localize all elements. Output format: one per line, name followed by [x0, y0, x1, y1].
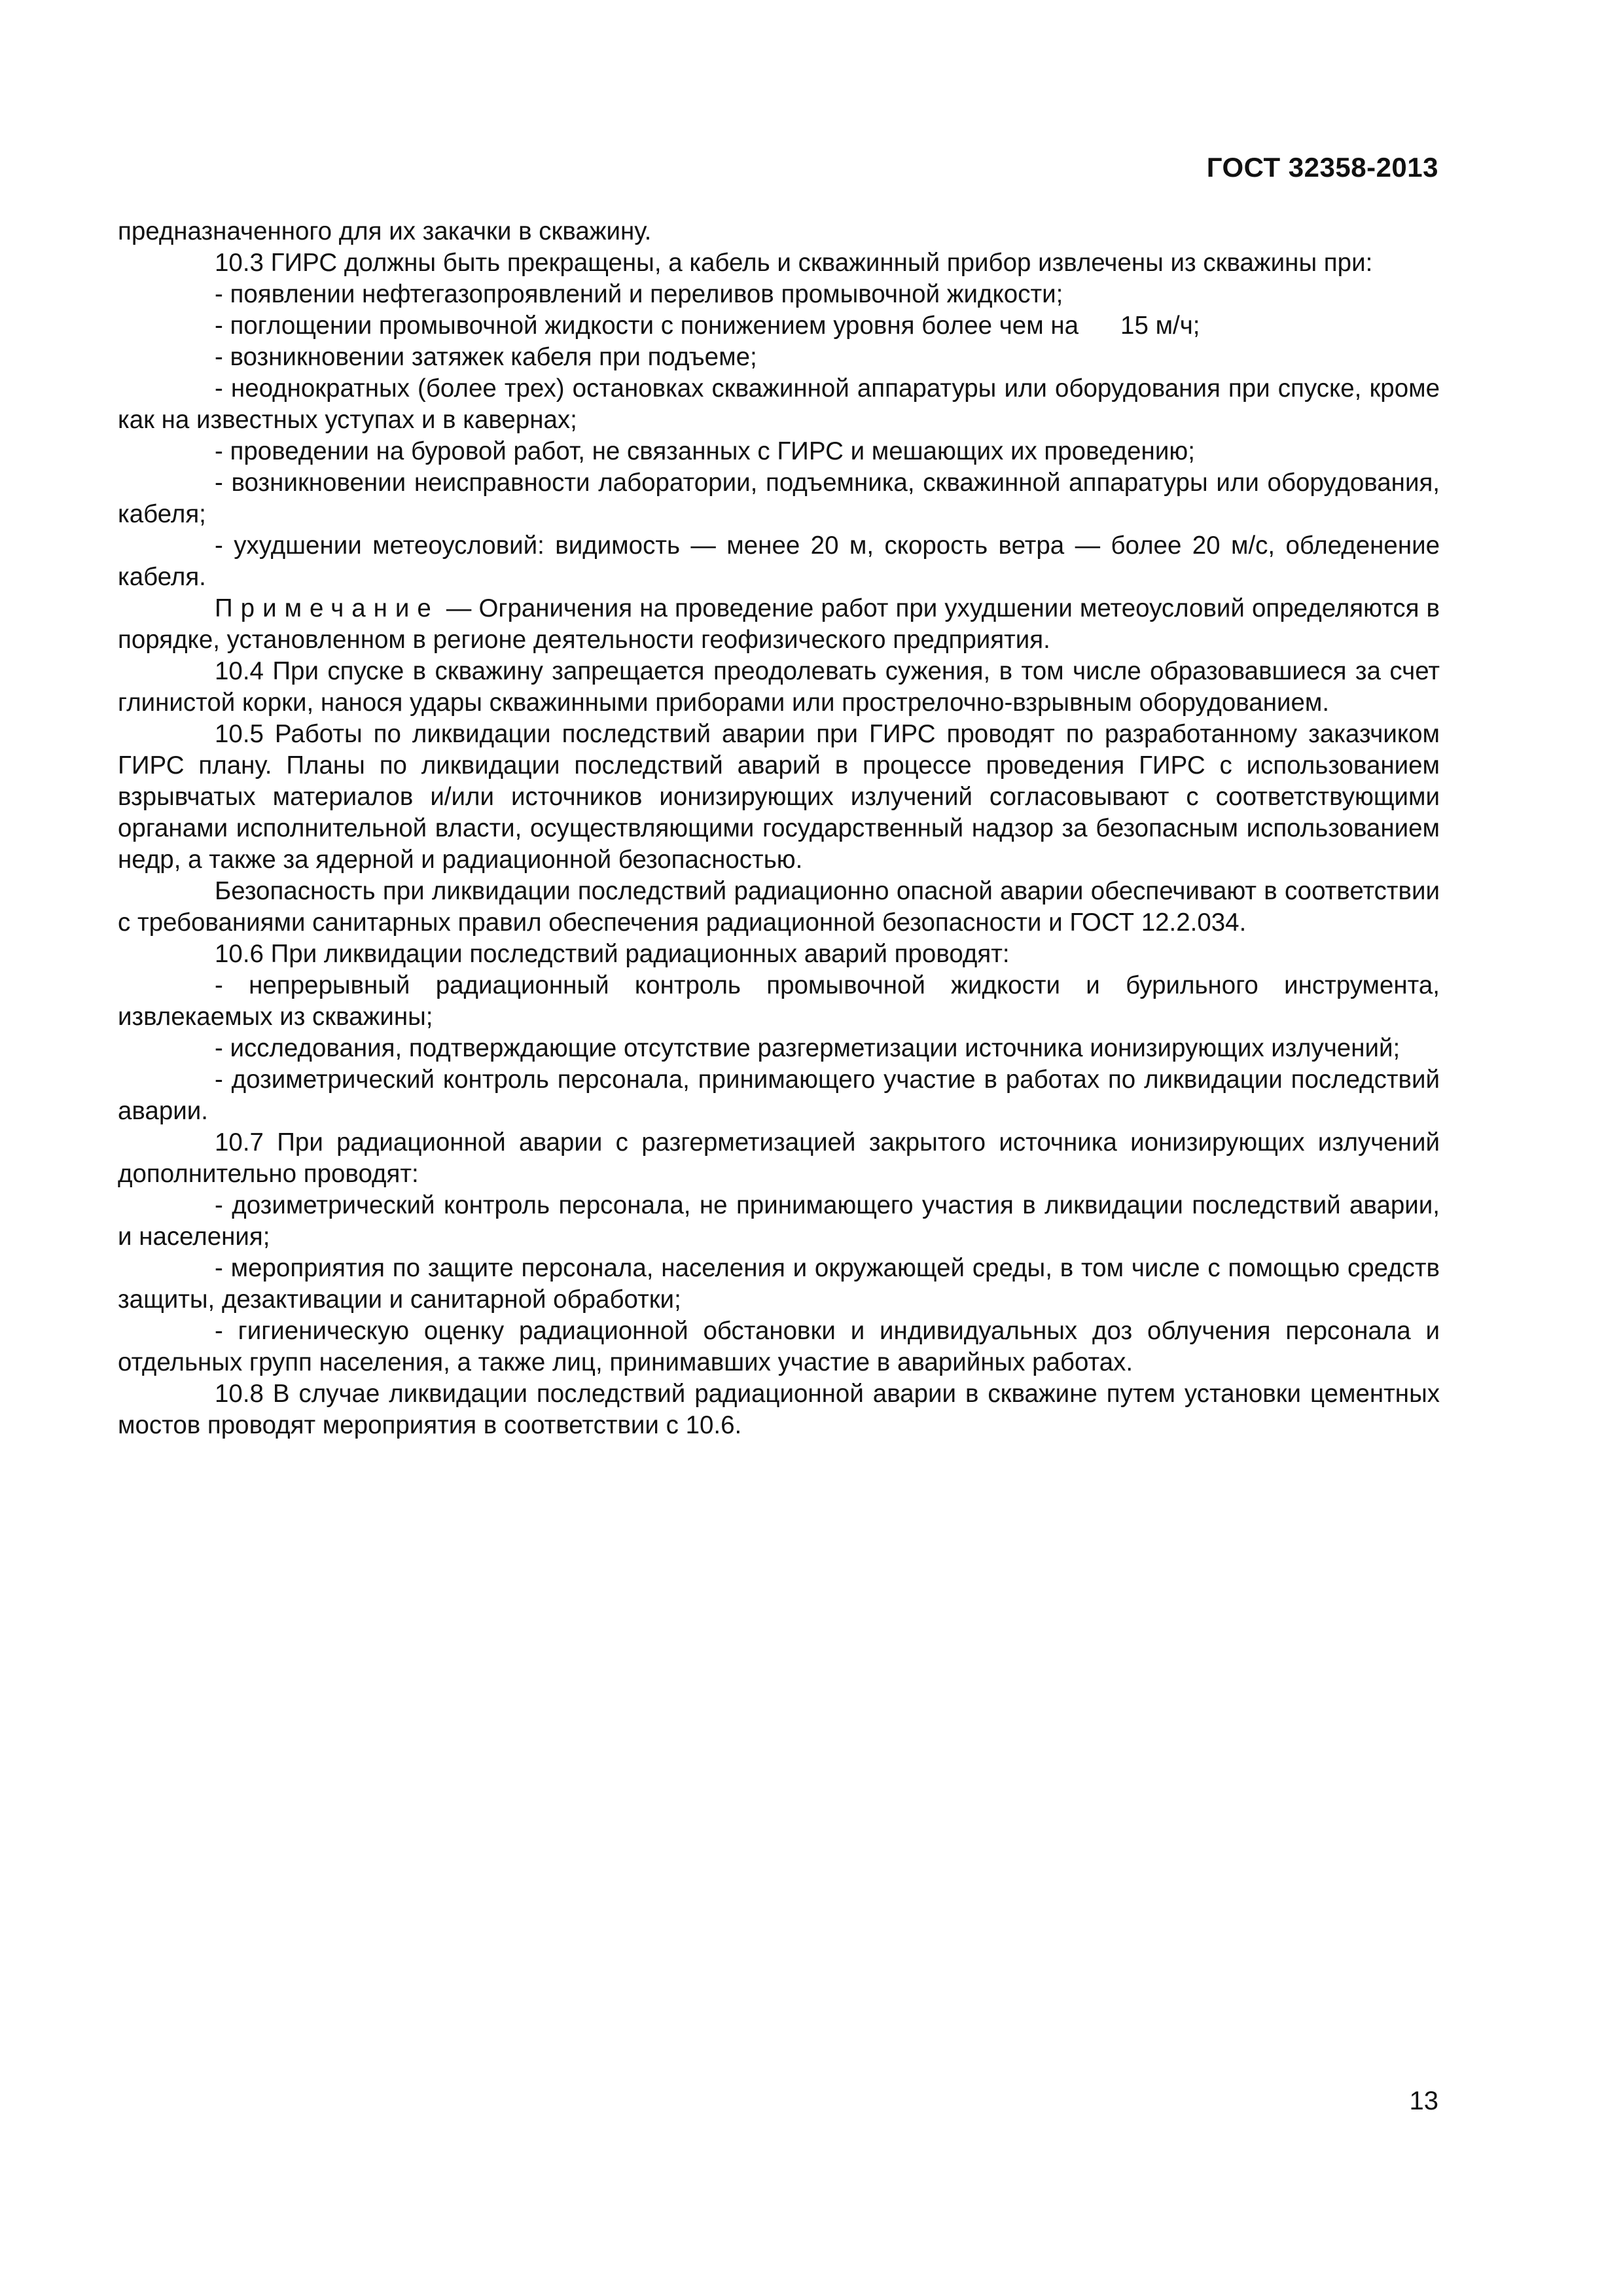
paragraph-10-7: 10.7 При радиационной аварии с разгерметизацией закрытого источника ионизирующих излучений дополнительно проводят: — [118, 1128, 1440, 1188]
paragraph-radiation-safety: Безопасность при ликвидации последствий радиационно опасной аварии обеспечивают в соответствии с требованиями санитарных правил обеспечения радиационной безопасности и ГОСТ 12.2.034. — [118, 877, 1440, 937]
paragraph-10-6: 10.6 При ликвидации последствий радиационных аварий проводят: — [215, 940, 1010, 968]
list-item-oil-gas-shows: - появлении нефтегазопроявлений и переливов промывочной жидкости; — [215, 280, 1063, 308]
note-paragraph — [118, 593, 1440, 656]
page-number: 13 — [1409, 2087, 1438, 2115]
list-item-cable-drag: - возникновении затяжек кабеля при подъеме; — [215, 343, 757, 371]
paragraph-10-4: 10.4 При спуске в скважину запрещается преодолевать сужения, в том числе образовавшиеся за счет глинистой корки, нанося удары скважинными приборами или прострелочно-взрывным оборудованием. — [118, 657, 1440, 717]
list-item-weather: - ухудшении метеоусловий: видимость — менее 20 м, скорость ветра — более 20 м/с, обледенение кабеля. — [118, 531, 1440, 591]
note-text: — Ограничения на проведение работ при ухудшении метеоусловий определяются в порядке, установленном в регионе деятельности геофизического предприятия. — [118, 594, 1440, 654]
list-item-fluid-loss-rate: 15 м/ч; — [1120, 312, 1200, 340]
note-label: Примечание — [215, 594, 439, 622]
paragraph-10-3: 10.3 ГИРС должны быть прекращены, а кабель и скважинный прибор извлечены из скважины при: — [215, 249, 1373, 277]
list-item-rig-works: - проведении на буровой работ, не связанных с ГИРС и мешающих их проведению; — [215, 437, 1195, 465]
list-item-research: - исследования, подтверждающие отсутствие разгерметизации источника ионизирующих излучений; — [215, 1034, 1400, 1062]
list-item-dosimetric-control: - дозиметрический контроль персонала, принимающего участие в работах по ликвидации последствий аварии. — [118, 1066, 1440, 1125]
standard-code-header: ГОСТ 32358-2013 — [1206, 152, 1438, 183]
list-item-fluid-loss-text: - поглощении промывочной жидкости с понижением уровня более чем на — [215, 312, 1079, 340]
list-item-dosimetric-population: - дозиметрический контроль персонала, не принимающего участия в ликвидации последствий аварии, и населения; — [118, 1191, 1440, 1251]
list-item-hygienic-assessment: - гигиеническую оценку радиационной обстановки и индивидуальных доз облучения персонала и отдельных групп населения, а также лиц, принимавших участие в аварийных работах. — [118, 1317, 1440, 1376]
document-body — [118, 216, 1440, 1441]
list-item-protection-measures: - мероприятия по защите персонала, населения и окружающей среды, в том числе с помощью средств защиты, дезактивации и санитарной обработки; — [118, 1254, 1440, 1314]
paragraph-continuation: предназначенного для их закачки в скважину. — [118, 217, 652, 245]
list-item-fluid-loss — [118, 310, 1440, 342]
list-item-tool-stops: - неоднократных (более трех) остановках скважинной аппаратуры или оборудования при спуске, кроме как на известных уступах и в кавернах; — [118, 374, 1440, 434]
paragraph-10-5: 10.5 Работы по ликвидации последствий аварии при ГИРС проводят по разработанному заказчиком ГИРС плану. Планы по ликвидации последствий аварий в процессе проведения ГИРС с использованием взрывчатых материалов и/или источников ионизирующих излучений согласовывают с соответствующими органами исполнительной власти, осуществляющими государственный надзор за безопасным использованием недр, а также за ядерной и радиационной безопасностью. — [118, 720, 1440, 874]
list-item-continuous-control: - непрерывный радиационный контроль промывочной жидкости и бурильного инструмента, извлекаемых из скважины; — [118, 971, 1440, 1031]
paragraph-10-8: 10.8 В случае ликвидации последствий радиационной аварии в скважине путем установки цементных мостов проводят мероприятия в соответствии с 10.6. — [118, 1380, 1440, 1439]
list-item-equipment-failure: - возникновении неисправности лаборатории, подъемника, скважинной аппаратуры или оборудования, кабеля; — [118, 469, 1440, 528]
